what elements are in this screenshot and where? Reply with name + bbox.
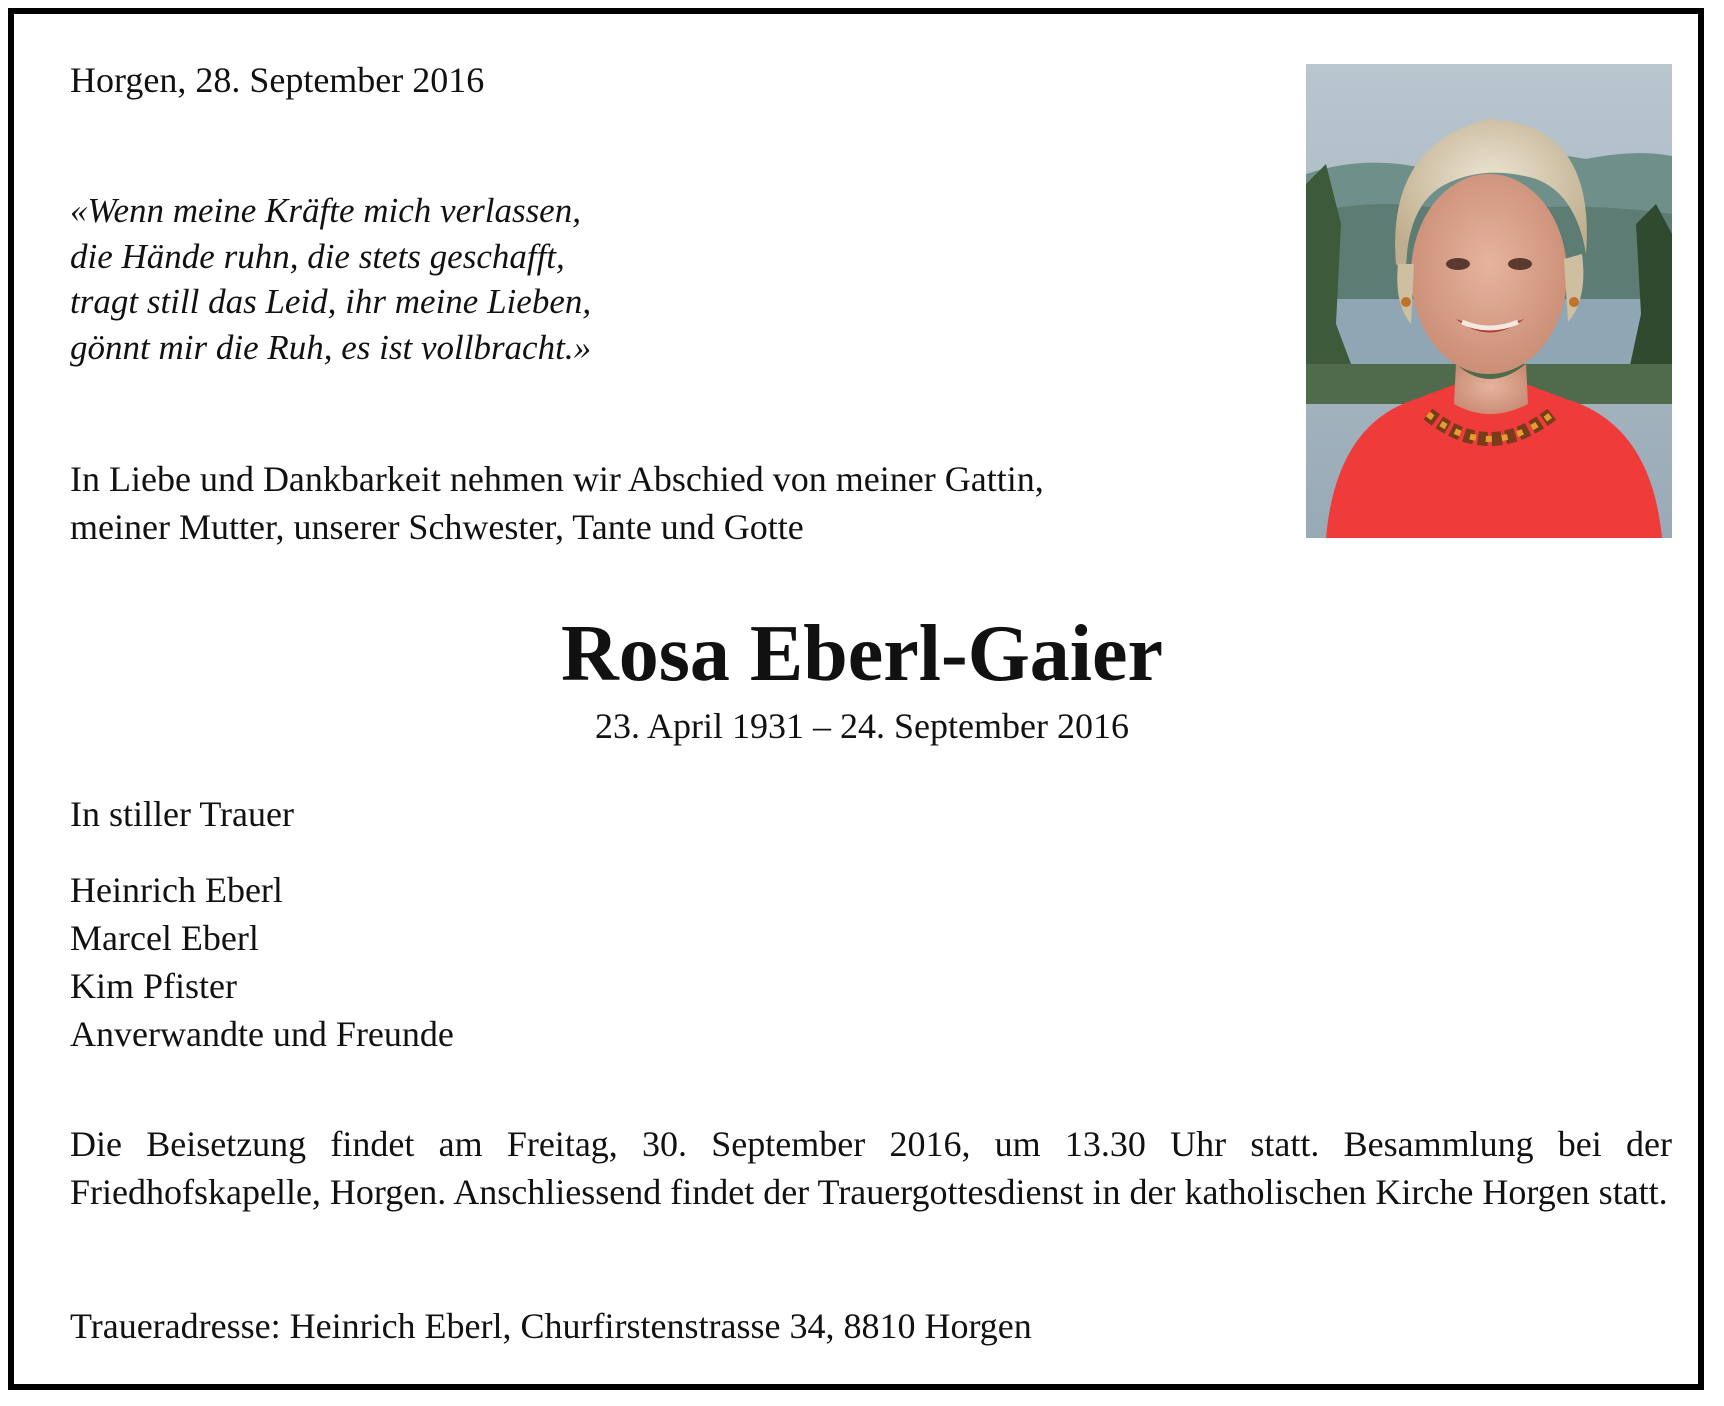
- deceased-name: Rosa Eberl-Gaier: [560, 610, 1164, 698]
- mourner-name: Kim Pfister: [70, 966, 237, 1006]
- farewell-text: [70, 455, 1044, 551]
- farewell-line: In Liebe und Dankbarkeit nehmen wir Abschied von meiner Gattin,: [70, 459, 1044, 499]
- poem-line: die Hände ruhn, die stets geschafft,: [70, 236, 565, 276]
- mourners-list: [70, 866, 454, 1058]
- poem-line: gönnt mir die Ruh, es ist vollbracht.»: [70, 327, 592, 367]
- mourner-name: Heinrich Eberl: [70, 870, 283, 910]
- mourning-address: Traueradresse: Heinrich Eberl, Churfirstenstrasse 34, 8810 Horgen: [70, 1306, 1032, 1346]
- life-dates: 23. April 1931 – 24. September 2016: [595, 706, 1129, 746]
- mourning-phrase: In stiller Trauer: [70, 794, 294, 834]
- place-date: Horgen, 28. September 2016: [70, 60, 485, 100]
- poem-line: tragt still das Leid, ihr meine Lieben,: [70, 282, 592, 321]
- mourner-name: Anverwandte und Freunde: [70, 1014, 454, 1054]
- poem: [70, 188, 591, 370]
- poem-line: «Wenn meine Kräfte mich verlassen,: [70, 191, 581, 230]
- farewell-line: meiner Mutter, unserer Schwester, Tante und Gotte: [70, 507, 804, 547]
- funeral-info: Die Beisetzung findet am Freitag, 30. September 2016, um 13.30 Uhr statt. Besammlung bei der Friedhofskapelle, Horgen. Anschliessend findet der Trauergottesdienst in der katholischen Kirche Horgen statt.: [70, 1124, 1672, 1212]
- portrait-photo: [1306, 64, 1672, 538]
- mourner-name: Marcel Eberl: [70, 918, 259, 958]
